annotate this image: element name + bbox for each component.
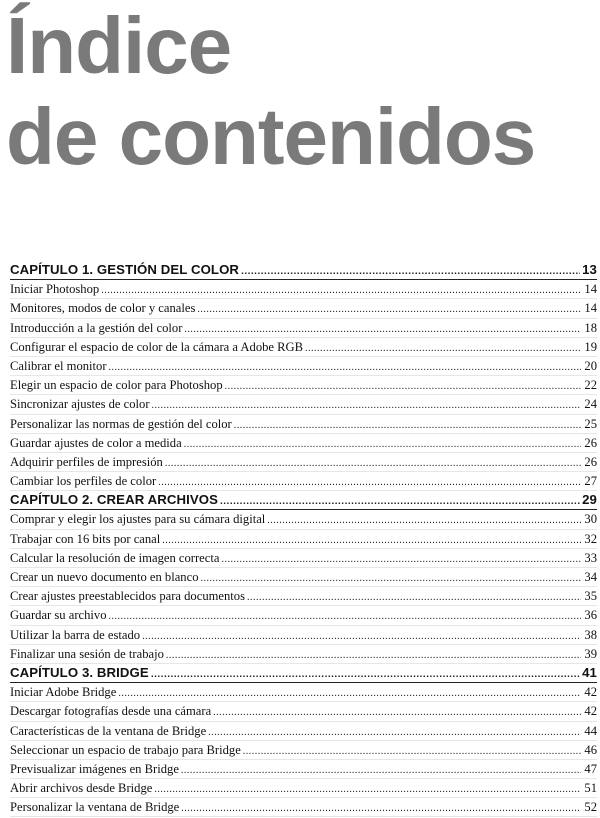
toc-leader-dots [165,455,581,473]
toc-entry [10,779,597,798]
page-title-line-1: Índice [6,1,232,90]
toc-chapter-heading [10,261,597,280]
toc-leader-dots [241,263,580,281]
toc-leader-dots [225,378,581,396]
page-title-line-2: de contenidos [6,92,536,181]
toc-entry-title: Introducción a la gestión del color [10,320,183,335]
table-of-contents [10,261,597,817]
toc-entry-title: Configurar el espacio de color de la cámara a Adobe RGB [10,339,304,354]
toc-entry-title: Crear ajustes preestablecidos para documentos [10,589,245,604]
toc-page-number: 26 [584,435,597,450]
toc-entry-title: Previsualizar imágenes en Bridge [10,761,179,776]
toc-entry-title: Seleccionar un espacio de trabajo para Bridge [10,742,241,757]
toc-entry-title: Personalizar las normas de gestión del color [10,416,232,431]
toc-leader-dots [142,628,581,646]
toc-entry [10,606,597,625]
toc-entry-title: Iniciar Photoshop [10,282,100,297]
toc-leader-dots [267,512,581,530]
toc-page-number: 42 [584,685,597,700]
toc-entry-title: Cambiar los perfiles de color [10,474,157,489]
toc-entry [10,683,597,702]
toc-leader-dots [162,532,581,550]
toc-page-number: 18 [584,320,597,335]
toc-page-number: 41 [582,664,597,680]
toc-entry [10,280,597,299]
toc-leader-dots [208,724,581,742]
toc-entry-title: Características de la ventana de Bridge [10,723,207,738]
toc-entry [10,587,597,606]
toc-chapter-title: CAPÍTULO 3. BRIDGE [10,664,149,680]
toc-entry [10,760,597,779]
toc-leader-dots [109,608,581,626]
toc-entry [10,530,597,549]
toc-page-number: 38 [584,627,597,642]
toc-entry-title: Abrir archivos desde Bridge [10,781,153,796]
toc-leader-dots [247,589,581,607]
toc-leader-dots [184,321,581,339]
toc-leader-dots [181,762,581,780]
toc-entry [10,299,597,318]
toc-page-number: 27 [584,474,597,489]
toc-entry [10,453,597,472]
toc-leader-dots [221,551,581,569]
toc-page-number: 20 [584,358,597,373]
toc-page-number: 39 [584,646,597,661]
toc-page-number: 36 [584,608,597,623]
toc-page-number: 19 [584,339,597,354]
toc-leader-dots [201,570,582,588]
toc-leader-dots [152,397,581,415]
toc-chapter-title: CAPÍTULO 2. CREAR ARCHIVOS [10,492,218,508]
toc-entry-title: Personalizar la ventana de Bridge [10,800,180,815]
toc-entry-title: Utilizar la barra de estado [10,627,141,642]
toc-page-number: 47 [584,761,597,776]
toc-page-number: 14 [584,282,597,297]
toc-entry [10,415,597,434]
toc-entry-title: Finalizar una sesión de trabajo [10,646,164,661]
toc-entry-title: Crear un nuevo documento en blanco [10,570,199,584]
toc-leader-dots [158,474,581,492]
toc-entry [10,395,597,414]
toc-page-number: 24 [584,397,597,412]
toc-entry [10,376,597,395]
toc-entry [10,472,597,491]
toc-entry-title: Guardar su archivo [10,608,107,623]
toc-page-number: 44 [584,723,597,738]
toc-entry [10,702,597,721]
toc-chapter-heading [10,664,597,683]
toc-entry-title: Elegir un espacio de color para Photoshop [10,378,223,393]
toc-entry-title: Calcular la resolución de imagen correcta [10,550,220,565]
toc-leader-dots [234,417,581,435]
toc-leader-dots [154,781,581,799]
toc-chapter-heading [10,491,597,510]
toc-leader-dots [181,800,581,818]
toc-entry-title: Descargar fotografías desde una cámara [10,704,212,719]
toc-page-number: 42 [584,704,597,719]
toc-entry-title: Trabajar con 16 bits por canal [10,531,161,546]
toc-chapter-title: CAPÍTULO 1. GESTIÓN DEL COLOR [10,262,240,277]
toc-page-number: 25 [584,416,597,431]
toc-entry [10,722,597,741]
toc-leader-dots [213,704,581,722]
toc-entry-title: Sincronizar ajustes de color [10,397,150,412]
toc-entry [10,319,597,338]
toc-leader-dots [243,743,581,761]
toc-leader-dots [305,340,581,358]
toc-leader-dots [101,282,581,300]
toc-page-number: 26 [584,454,597,469]
toc-leader-dots [151,666,580,684]
toc-page-number: 13 [582,262,597,277]
toc-page-number: 35 [584,589,597,604]
toc-page-number: 29 [582,492,597,508]
page-title [6,0,535,182]
toc-entry [10,741,597,760]
toc-leader-dots [166,647,581,665]
toc-entry [10,645,597,664]
toc-entry [10,549,597,568]
toc-entry-title: Iniciar Adobe Bridge [10,685,117,700]
toc-leader-dots [184,436,581,454]
toc-page-number: 51 [584,781,597,796]
toc-entry [10,798,597,817]
toc-entry-title: Calibrar el monitor [10,358,107,373]
toc-leader-dots [220,493,580,511]
toc-entry [10,626,597,645]
toc-entry-title: Comprar y elegir los ajustes para su cámara digital [10,512,266,527]
toc-page-number: 14 [584,301,597,316]
toc-entry-title: Adquirir perfiles de impresión [10,454,163,469]
toc-leader-dots [197,301,581,319]
toc-page-number: 33 [584,550,597,565]
toc-entry [10,510,597,529]
toc-entry-title: Monitores, modos de color y canales [10,301,196,316]
toc-entry-title: Guardar ajustes de color a medida [10,435,182,450]
toc-page-number: 30 [584,512,597,527]
toc-page-number: 32 [584,531,597,546]
toc-page-number: 22 [584,378,597,393]
toc-page-number: 34 [584,570,597,584]
toc-entry [10,357,597,376]
toc-leader-dots [118,685,581,703]
toc-entry [10,338,597,357]
toc-entry [10,568,597,587]
toc-leader-dots [109,359,581,377]
toc-page-number: 46 [584,742,597,757]
toc-entry [10,434,597,453]
toc-page-number: 52 [584,800,597,815]
